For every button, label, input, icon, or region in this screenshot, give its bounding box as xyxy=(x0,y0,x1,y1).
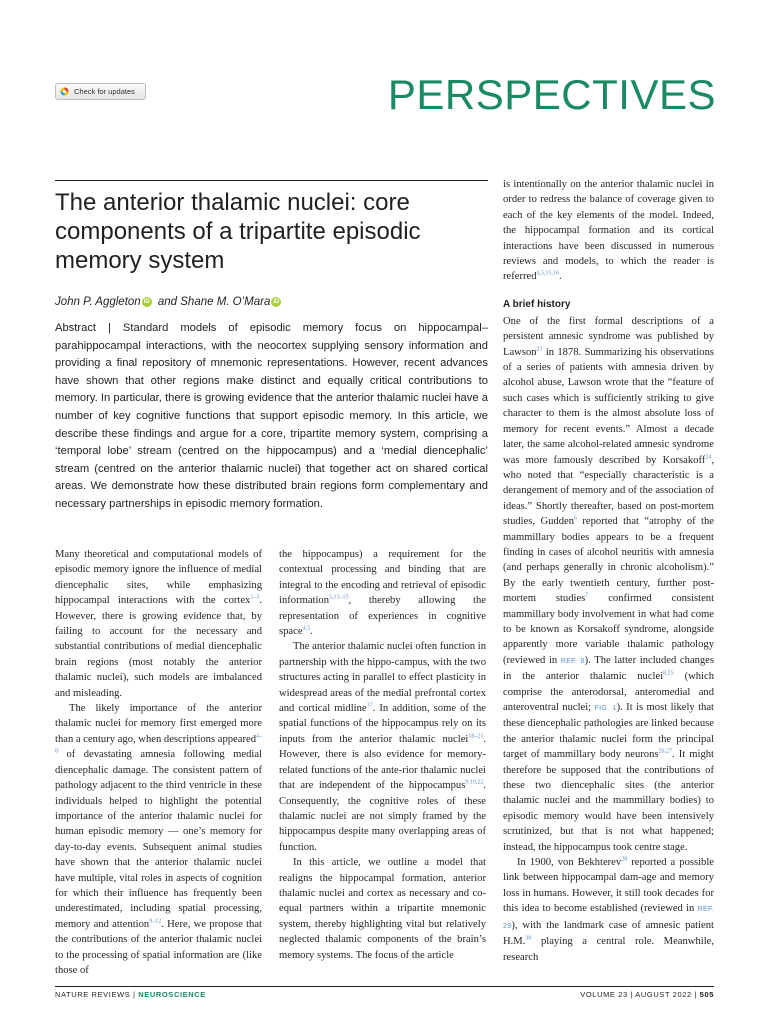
section-heading: A brief history xyxy=(503,298,571,310)
figure-link[interactable]: FIG. 1 xyxy=(594,705,617,712)
article-title: The anterior thalamic nuclei: core components of a tripartite episodic memory system xyxy=(55,189,421,274)
citation[interactable]: 28 xyxy=(621,856,628,863)
citation[interactable]: 5,13–15 xyxy=(329,594,349,601)
author-line xyxy=(55,296,284,308)
orcid-icon[interactable]: iD xyxy=(143,299,150,305)
check-for-updates-button[interactable] xyxy=(55,83,146,100)
citation[interactable]: 4,5 xyxy=(302,625,311,632)
citation[interactable]: 18–21 xyxy=(468,733,484,740)
citation[interactable]: 7 xyxy=(585,592,589,599)
paragraph: The likely importance of the anterior thalamic nuclei for memory first emerged more than a century ago, when descriptions appeared$^{4-8}$ of devastating amnesia following medial diencephalic damage. The consistent pattern of pathology adjacent to the third ventricle in these individuals helped to highlight the potential importance of the anterior thalamic nuclei for human episodic memory — one’s memory for day-to-day events. Subsequent animal studies have shown that the anterior thalamic nuclei have multiple, vital roles in aspects of cognition for which their influence has frequently been underestimated, including spatial processing, memory and attention$^{9-12}$. Here, we propose that the contributions of the anterior thalamic nuclei to the processing of spatial information are (like those of xyxy=(55,703,262,976)
citation[interactable]: 26,27 xyxy=(658,748,673,755)
paragraph: Many theoretical and computational models of episodic memory ignore the influence of medial diencephalic sites, while emphasizing hippocampal interactions with the cortex$^{1-3}$. However, there is growing evidence that, by failing to account for the necessary and substantial contributions of medial diencephalic brain regions (most notably the anterior thalamic nuclei), such models are imbalanced and misleading. xyxy=(55,549,262,699)
citation[interactable]: 1–3 xyxy=(250,594,260,601)
citation[interactable]: 9,10,22 xyxy=(465,779,484,786)
paragraph: is intentionally on the anterior thalamic nuclei in order to redress the balance of coverage given to each of the key elements of the model. Indeed, the hippocampal formation and its cortical interactions have been discussed in numerous reviews and models, to which the reader is referred$^{4,5,15,16}$. xyxy=(503,179,714,283)
reference-link[interactable]: REF. 8 xyxy=(560,657,585,665)
body-column-2 xyxy=(279,547,486,963)
footer-rule xyxy=(55,986,714,987)
footer-journal: NATURE REVIEWS | NEUROSCIENCE xyxy=(55,990,206,999)
reference-link[interactable]: REF. 29 xyxy=(503,906,714,930)
citation[interactable]: 17 xyxy=(366,702,373,709)
body-column-3 xyxy=(503,177,714,965)
abstract: Abstract | Standard models of episodic memory focus on hippocampal–parahippocampal interactions, with the neocortex supplying sensory information and providing a final repository of mnemonic representations. However, recent advances have shown that other regions make distinct and equally critical contributions to memory. In particular, there is growing evidence that the anterior thalamic nuclei have a number of key cognitive functions that support episodic memory. In this article, we describe these findings and argue for a core, tripartite memory system, comprising a ‘temporal lobe’ stream (centred on the hippocampus) and a ‘medial diencephalic’ stream (centred on the anterior thalamic nuclei) that together act on shared cortical areas. We demonstrate how these distributed brain regions form complementary and necessary partnerships in episodic memory formation. xyxy=(55,322,488,510)
check-for-updates-label: Check for updates xyxy=(74,87,135,96)
paragraph: In 1900, von Bekhterev$^{28}$ reported a possible link between hippocampal dam-age and memory loss in humans. However, it still took decades for this idea to become established (reviewed in REF. 29), with the landmark case of amnesic patient H.M.$^{30}$ playing a central role. Meanwhile, research xyxy=(503,856,715,963)
title-rule xyxy=(55,180,488,181)
page-number: 505 xyxy=(699,990,714,999)
paragraph: the hippocampus) a requirement for the contextual processing and binding that are integral to the encoding and retrieval of episodic information$^{5,13-15}$, thereby allowing the representation of experiences in cognitive space$^{4,5}$. xyxy=(279,549,486,638)
paragraph: One of the first formal descriptions of a persistent amnesic syndrome was published by Lawson$^{23}$ in 1878. Summarizing his observations of a series of patients with amnesia driven by alcohol abuse, Lawson wrote that the “feature of such cases which is sufficiently striking to give character to them is the almost absolute loss of memory for recent events.” Almost a decade later, the same alcohol-related amnesic syndrome was more famously described by Korsakoff$^{24}$, who noted that “especially characteristic is a derangement of memory and of the association of ideas.” Shortly thereafter, based on post-mortem studies, Gudden$^6$ reported that “atrophy of the mammillary bodies appears to be a frequent finding in cases of alcohol neuritis with amnesia (and perhaps generally in chronic alcoholism).” By the early twentieth century, further post-mortem studies$^7$ confirmed consistent mammillary body involvement in what had come to be known as Korsakoff syndrome, alongside apparently more variable thalamic pathology (reviewed in REF. 8). The latter included changes in the anterior thalamic nuclei$^{8,25}$ (which comprise the anterodorsal, anteromedial and anteroventral nuclei; FIG. 1). It is most likely that these diencephalic pathologies are linked because the anterior thalamic nuclei form the principal target of mammillary body neurons$^{26,27}$. It might therefore be supposed that the contributions of these two diencephalic sites (the anterior thalamic nuclei and the mammillary bodies) to episodic memory would have been intensively scrutinized, but that is not what happened; instead, the hippocampus took centre stage. xyxy=(503,315,715,853)
citation[interactable]: 23 xyxy=(536,346,543,353)
citation[interactable]: 24 xyxy=(705,453,712,460)
paragraph: The anterior thalamic nuclei often function in partnership with the hippo-campus, with the two structures acting in parallel to effect plasticity in widespread areas of the medial prefrontal cortex and cortical midline$^{17}$. In addition, some of the spatial functions of the hippocampus rely on its inputs from the anterior thalamic nuclei$^{18-21}$. However, there is also evidence for memory-related functions of the ante-rior thalamic nuclei that are independent of the hippocampus$^{9,10,22}$. Consequently, the cognitive roles of these thalamic nuclei are not simply framed by the hippocampus despite many overlapping areas of function. xyxy=(279,641,486,853)
author-aggleton: John P. Aggleton xyxy=(55,296,141,308)
orcid-icon[interactable]: iD xyxy=(273,299,280,305)
citation[interactable]: 6 xyxy=(574,515,578,522)
crossmark-icon xyxy=(60,87,69,96)
citation[interactable]: 30 xyxy=(525,935,532,942)
citation[interactable]: 8,25 xyxy=(663,670,674,677)
citation[interactable]: 4–8 xyxy=(55,733,262,755)
body-column-1 xyxy=(55,547,262,978)
paragraph: In this article, we outline a model that realigns the hippocampal formation, anterior thalamic nuclei and cortex as necessary and co-equal partners within a tripartite mnemonic system, thereby highlighting vital but relatively neglected thalamic components of the brain’s memory systems. The focus of the article xyxy=(279,857,486,961)
footer-volume: VOLUME 23 | AUGUST 2022 | 505 xyxy=(580,990,714,999)
author-omara: Shane M. O’Mara xyxy=(180,296,271,308)
author-separator: and xyxy=(154,296,181,308)
citation[interactable]: 4,5,15,16 xyxy=(536,270,560,277)
section-header: PERSPECTIVES xyxy=(387,71,716,118)
citation[interactable]: 9–12 xyxy=(149,918,162,925)
